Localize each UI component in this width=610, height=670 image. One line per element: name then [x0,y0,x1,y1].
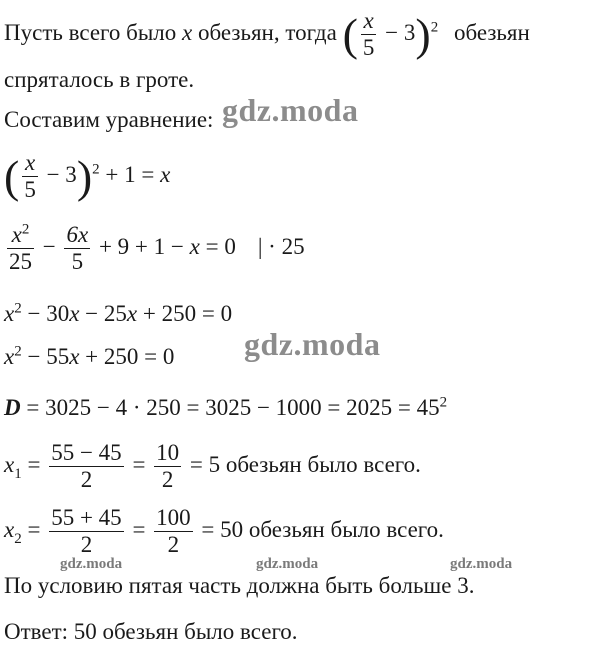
watermark-1: gdz.moda [222,92,359,128]
intro-power: 2 [430,19,439,36]
intro-var-x: x [182,20,193,46]
root2-fraction-1: $\frac{55 + 45}{2}$ [51,505,122,558]
watermark-3: gdz.moda [60,556,123,572]
intro-minus-three: − 3 [379,20,416,46]
equation-2: $\frac{x^2}{25}$ − $\frac{6x}{5}$ + 9 + 1 − x = 0 | · 25 [9,221,305,275]
eq2-fraction-1: $\frac{x^2}{25}$ [9,221,32,275]
setup-text: Составим уравнение: [4,107,214,132]
root-2-line: $x_2$ = $\frac{55 + 45}{2}$ = $\frac{100}{2}$ = 50 обезьян было всего. [4,505,444,558]
watermark-5: gdz.moda [450,556,513,572]
intro-open-paren: ( [342,8,358,60]
watermark-4: gdz.moda [256,556,319,572]
answer-text: Ответ: 50 обезьян было всего. [4,619,298,644]
watermark-2: gdz.moda [244,326,381,362]
intro-text-1: Пусть всего было [4,20,183,46]
intro-fraction: $\frac{x}{5}$ [362,8,375,61]
eq2-multiplier: | · 25 [257,234,305,260]
root2-fraction-2: $\frac{100}{2}$ [156,505,191,558]
intro-text-2: обезьян, тогда [192,20,343,46]
intro-close-paren: ) [415,8,431,60]
intro-text-3: обезьян [453,20,530,46]
intro-line [4,8,530,62]
condition-text: По условию пятая часть должна быть больше 3. [4,573,475,598]
eq2-fraction-2: $\frac{6x}{5}$ [66,222,89,275]
equation-4: $x^2 - 55x + 250 = 0$ [4,343,175,369]
equation-1: ( $\frac{x}{5}$ − 3)$^2$ + 1 = x [4,150,171,203]
discriminant-line: $D = 3025 - 4 \cdot 250 = 3025 - 1000 = 2025 = 45^2$ [4,394,448,420]
equation-3: $x^2 - 30x - 25x + 250 = 0$ [4,300,233,326]
root1-fraction-2: $\frac{10}{2}$ [156,440,180,493]
root1-fraction-1: $\frac{55 - 45}{2}$ [51,440,122,493]
root-1-line: $x_1$ = $\frac{55 - 45}{2}$ = $\frac{10}{2}$ = 5 обезьян было всего. [4,440,421,493]
eq1-fraction: $\frac{x}{5}$ [24,150,36,203]
intro-line-2: спряталось в гроте. [4,67,195,92]
